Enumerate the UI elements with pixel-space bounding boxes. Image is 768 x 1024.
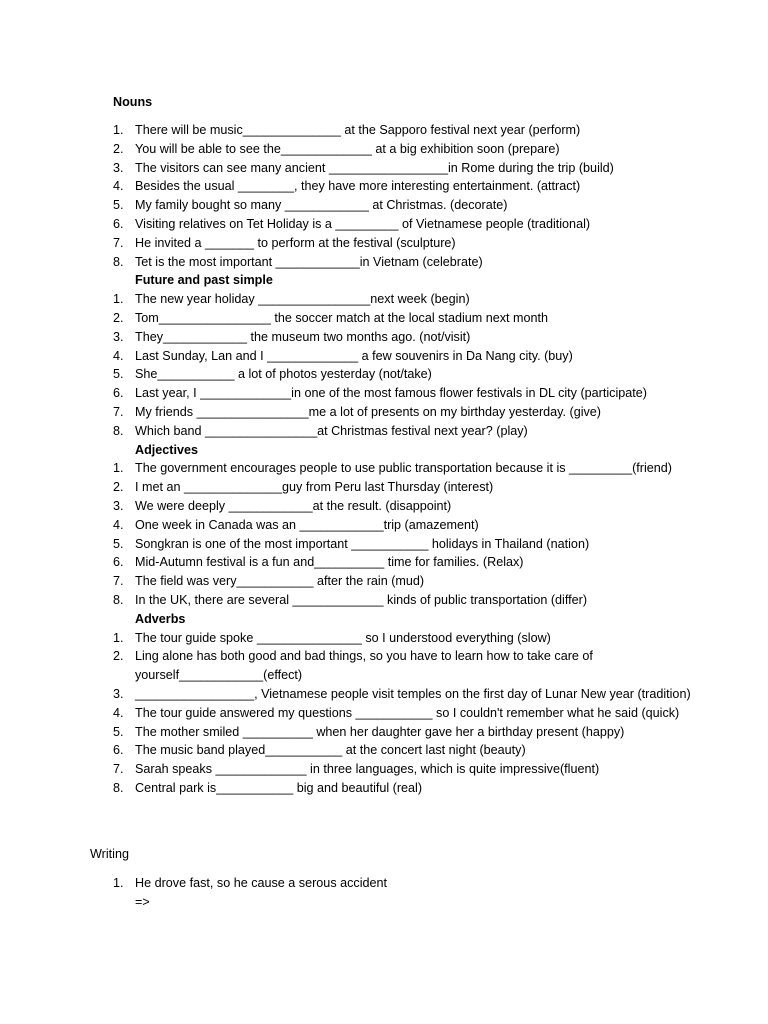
item-text: The new year holiday ________________next week (begin) [135,292,470,307]
writing-item [0,874,768,893]
item-number: 6. [113,216,124,231]
item-number: 4. [113,348,124,363]
exercise-item [0,647,768,685]
item-number: 1. [113,630,124,645]
exercise-item [0,516,768,535]
item-number: 3. [113,686,124,701]
item-text: The mother smiled __________ when her daughter gave her a birthday present (happy) [135,724,625,739]
exercise-item [0,723,768,742]
item-number: 8. [113,592,124,607]
section-heading: Adverbs [135,611,186,626]
item-number: 4. [113,705,124,720]
item-text: We were deeply ____________at the result. (disappoint) [135,498,452,513]
item-text: _________________, Vietnamese people visit temples on the first day of Lunar New year (tradition) [135,686,691,701]
item-number: 7. [113,404,124,419]
exercise-item [0,403,768,422]
exercise-item [0,779,768,798]
item-text: Tet is the most important ____________in Vietnam (celebrate) [135,254,483,269]
item-text: My friends ________________me a lot of presents on my birthday yesterday. (give) [135,404,601,419]
item-number: 5. [113,724,124,739]
item-text: I met an ______________guy from Peru last Thursday (interest) [135,480,494,495]
exercise-item [0,685,768,704]
exercise-item [0,591,768,610]
answer-line[interactable]: => [135,894,150,909]
item-text: Last Sunday, Lan and I _____________ a few souvenirs in Da Nang city. (buy) [135,348,573,363]
item-number: 6. [113,386,124,401]
exercise-item [0,553,768,572]
item-number: 8. [113,254,124,269]
item-text: The tour guide answered my questions ___________ so I couldn't remember what he said (quick) [135,705,680,720]
exercise-item [0,347,768,366]
item-number: 2. [113,649,124,664]
item-text: The visitors can see many ancient _________________in Rome during the trip (build) [135,160,614,175]
item-text: She___________ a lot of photos yesterday (not/take) [135,367,432,382]
item-text: The music band played___________ at the concert last night (beauty) [135,743,526,758]
item-text: Besides the usual ________, they have more interesting entertainment. (attract) [135,179,581,194]
item-text: My family bought so many ____________ at Christmas. (decorate) [135,198,508,213]
exercise-sections [0,121,768,798]
item-text: Tom________________ the soccer match at the local stadium next month [135,310,549,325]
item-text: Ling alone has both good and bad things, so you have to learn how to take care of yourself____________(effect) [135,649,593,683]
item-number: 7. [113,762,124,777]
item-text: Songkran is one of the most important ___________ holidays in Thailand (nation) [135,536,590,551]
exercise-item [0,290,768,309]
exercise-item [0,535,768,554]
item-number: 1. [113,292,124,307]
exercise-item [0,253,768,272]
item-number: 7. [113,574,124,589]
item-text: One week in Canada was an ____________trip (amazement) [135,517,479,532]
item-text: There will be music______________ at the Sapporo festival next year (perform) [135,123,581,137]
item-number: 4. [113,517,124,532]
item-text: Sarah speaks _____________ in three languages, which is quite impressive(fluent) [135,762,600,777]
exercise-item [0,121,768,140]
item-number: 3. [113,160,124,175]
item-text: The government encourages people to use public transportation because it is _________(friend) [135,461,672,476]
item-number: 2. [113,310,124,325]
item-text: Visiting relatives on Tet Holiday is a _________ of Vietnamese people (traditional) [135,216,591,231]
item-number: 6. [113,743,124,758]
item-number: 5. [113,367,124,382]
exercise-item [0,572,768,591]
writing-list [0,874,768,912]
exercise-item [0,140,768,159]
item-text: Central park is___________ big and beautiful (real) [135,780,423,795]
page-title: Nouns [113,95,153,109]
item-text: Which band ________________at Christmas festival next year? (play) [135,423,528,438]
item-text: He drove fast, so he cause a serous accident [135,876,388,890]
exercise-item [0,234,768,253]
exercise-item [0,629,768,648]
exercise-item [0,159,768,178]
exercise-item [0,741,768,760]
item-text: He invited a _______ to perform at the festival (sculpture) [135,235,456,250]
item-number: 5. [113,536,124,551]
item-number: 2. [113,480,124,495]
item-number: 1. [113,123,124,137]
item-number: 3. [113,329,124,344]
exercise-item [0,309,768,328]
item-number: 8. [113,423,124,438]
item-number: 6. [113,555,124,570]
item-number: 1. [113,876,124,890]
exercise-item [0,704,768,723]
item-text: The field was very___________ after the rain (mud) [135,574,425,589]
item-text: The tour guide spoke _______________ so I understood everything (slow) [135,630,551,645]
exercise-item [0,478,768,497]
item-text: You will be able to see the_____________ at a big exhibition soon (prepare) [135,141,560,156]
item-text: Last year, I _____________in one of the most famous flower festivals in DL city (participate) [135,386,647,401]
section-heading: Future and past simple [135,273,273,288]
item-number: 7. [113,235,124,250]
exercise-item [0,215,768,234]
item-number: 1. [113,461,124,476]
item-text: Mid-Autumn festival is a fun and__________ time for families. (Relax) [135,555,524,570]
item-number: 5. [113,198,124,213]
writing-title: Writing [90,847,129,861]
exercise-item [0,384,768,403]
item-text: They____________ the museum two months ago. (not/visit) [135,329,471,344]
exercise-item [0,328,768,347]
exercise-item [0,422,768,441]
exercise-item [0,459,768,478]
item-number: 8. [113,780,124,795]
exercise-item [0,196,768,215]
exercise-item [0,365,768,384]
item-number: 2. [113,141,124,156]
exercise-item [0,497,768,516]
item-text: In the UK, there are several _____________ kinds of public transportation (differ) [135,592,588,607]
exercise-item [0,177,768,196]
item-number: 3. [113,498,124,513]
section-heading: Adjectives [135,442,198,457]
item-number: 4. [113,179,124,194]
exercise-item [0,760,768,779]
